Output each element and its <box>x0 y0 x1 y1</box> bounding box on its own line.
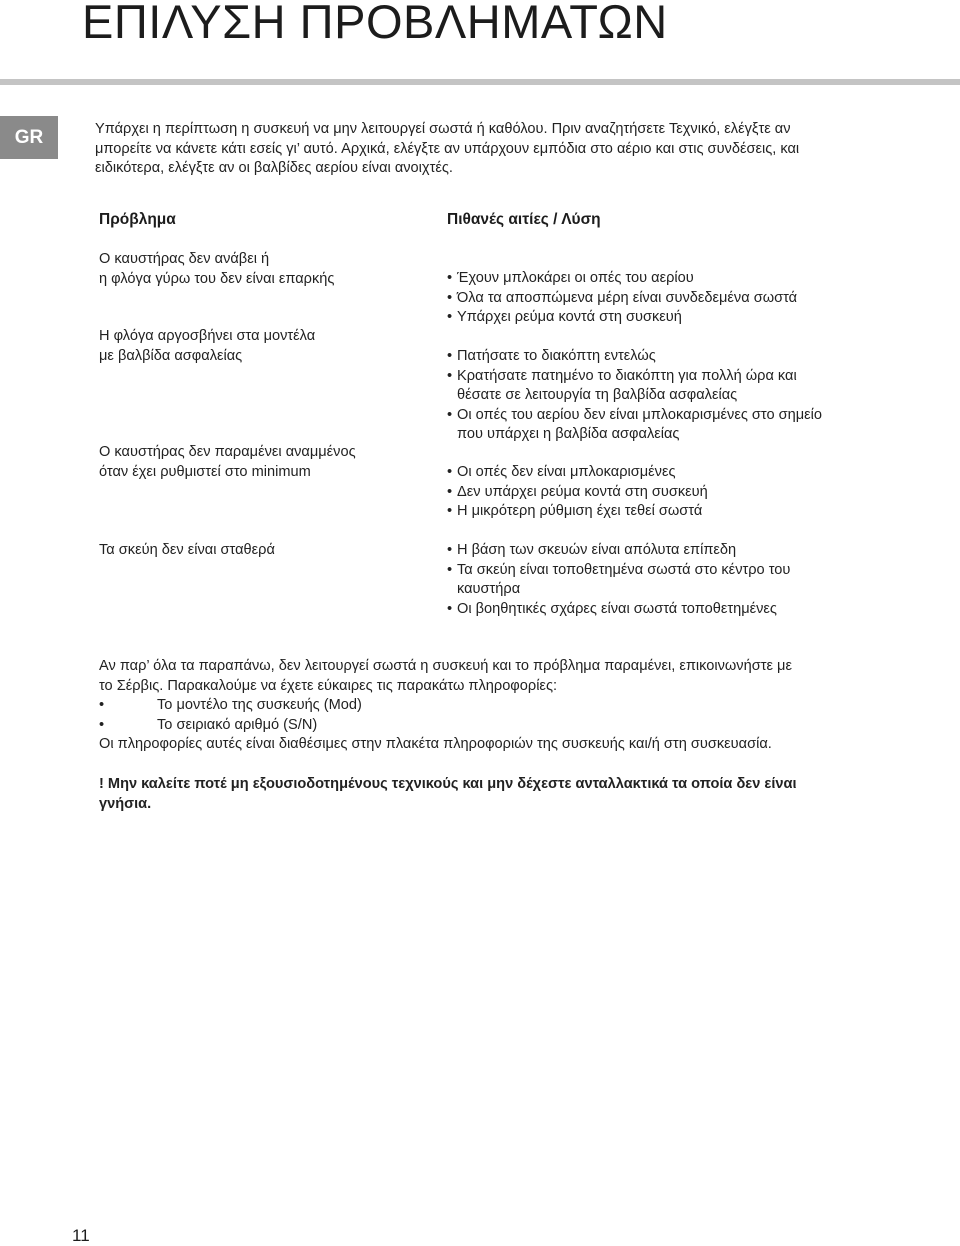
cause-item: • Οι οπές δεν είναι μπλοκαρισμένες <box>447 463 887 483</box>
intro-line: Υπάρχει η περίπτωση η συσκευή να μην λειτουργεί σωστά ή καθόλου. Πριν αναζητήσετε Τεχνικό, ελέγξτε αν <box>95 121 791 137</box>
cause-item: • Η μικρότερη ρύθμιση έχει τεθεί σωστά <box>447 502 887 522</box>
service-line: το Σέρβις. Παρακαλούμε να έχετε εύκαιρες τις παρακάτω πληροφορίες: <box>99 677 558 694</box>
problem-cell <box>99 250 419 289</box>
intro-line: ειδικότερα, ελέγξτε αν οι βαλβίδες αερίου είναι ανοιχτές. <box>95 160 453 176</box>
intro-line: μπορείτε να κάνετε κάτι εσείς γι’ αυτό. Αρχικά, ελέγξτε αν υπάρχουν εμπόδια στο αέριο και στις συνδέσεις, και <box>95 140 800 157</box>
warning-line: γνήσια. <box>99 795 152 812</box>
problem-column-header: Πρόβλημα <box>99 211 176 228</box>
problem-line: με βαλβίδα ασφαλείας <box>99 347 243 364</box>
problem-line: Η φλόγα αργοσβήνει στα μοντέλα <box>99 328 316 344</box>
cause-list <box>447 541 887 619</box>
cause-item: • Έχουν μπλοκάρει οι οπές του αερίου <box>447 269 887 289</box>
warning-line: ! Μην καλείτε ποτέ μη εξουσιοδοτημένους τεχνικούς και μην δέχεστε ανταλλακτικά τα οποία δεν είναι <box>99 776 797 792</box>
service-footer-line: Οι πληροφορίες αυτές είναι διαθέσιμες στην πλακέτα πληροφοριών της συσκευής και/ή στη συσκευασία. <box>99 736 772 752</box>
cause-list <box>447 463 887 522</box>
problem-cell <box>99 327 419 366</box>
problem-line: Ο καυστήρας δεν παραμένει αναμμένος <box>99 444 356 460</box>
language-tab: GR <box>0 116 58 159</box>
problem-line: όταν έχει ρυθμιστεί στο minimum <box>99 463 311 480</box>
problem-line: Ο καυστήρας δεν ανάβει ή <box>99 251 270 267</box>
info-list <box>99 696 899 735</box>
cause-item: • Κρατήσατε πατημένο το διακόπτη για πολλή ώρα και θέσατε σε λειτουργία τη βαλβίδα ασφαλείας <box>447 367 887 406</box>
cause-item: • Όλα τα αποσπώμενα μέρη είναι συνδεδεμένα σωστά <box>447 289 887 309</box>
problem-line: η φλόγα γύρω του δεν είναι επαρκής <box>99 270 335 287</box>
cause-item: • Υπάρχει ρεύμα κοντά στη συσκευή <box>447 308 887 328</box>
cause-item: • Δεν υπάρχει ρεύμα κοντά στη συσκευή <box>447 483 887 503</box>
page-number: 11 <box>72 1226 90 1245</box>
cause-item: • Πατήσατε το διακόπτη εντελώς <box>447 347 887 367</box>
cause-item: • Οι οπές του αερίου δεν είναι μπλοκαρισμένες στο σημείο που υπάρχει η βαλβίδα ασφαλείας <box>447 406 887 445</box>
problem-cell <box>99 443 419 482</box>
problem-cell <box>99 541 419 561</box>
intro-paragraph <box>95 120 895 179</box>
cause-item: • Οι βοηθητικές σχάρες είναι σωστά τοποθετημένες <box>447 600 887 620</box>
service-paragraph <box>99 657 899 755</box>
info-item: • Το μοντέλο της συσκευής (Mod) <box>99 696 899 716</box>
service-line: Αν παρ’ όλα τα παραπάνω, δεν λειτουργεί σωστά η συσκευή και το πρόβλημα παραμένει, επικοινωνήστε με <box>99 658 792 674</box>
page-title: ΕΠΙΛΥΣΗ ΠΡΟΒΛΗΜΑΤΩΝ <box>82 0 668 48</box>
problem-line: Τα σκεύη δεν είναι σταθερά <box>99 542 275 558</box>
warning-note <box>99 775 889 814</box>
info-item: • Το σειριακό αριθμό (S/N) <box>99 716 899 736</box>
cause-item: • Τα σκεύη είναι τοποθετημένα σωστά στο κέντρο του καυστήρα <box>447 561 887 600</box>
cause-list <box>447 347 887 445</box>
title-divider <box>0 79 960 85</box>
cause-item: • Η βάση των σκευών είναι απόλυτα επίπεδη <box>447 541 887 561</box>
cause-column-header: Πιθανές αιτίες / Λύση <box>447 211 601 228</box>
cause-list <box>447 269 887 328</box>
